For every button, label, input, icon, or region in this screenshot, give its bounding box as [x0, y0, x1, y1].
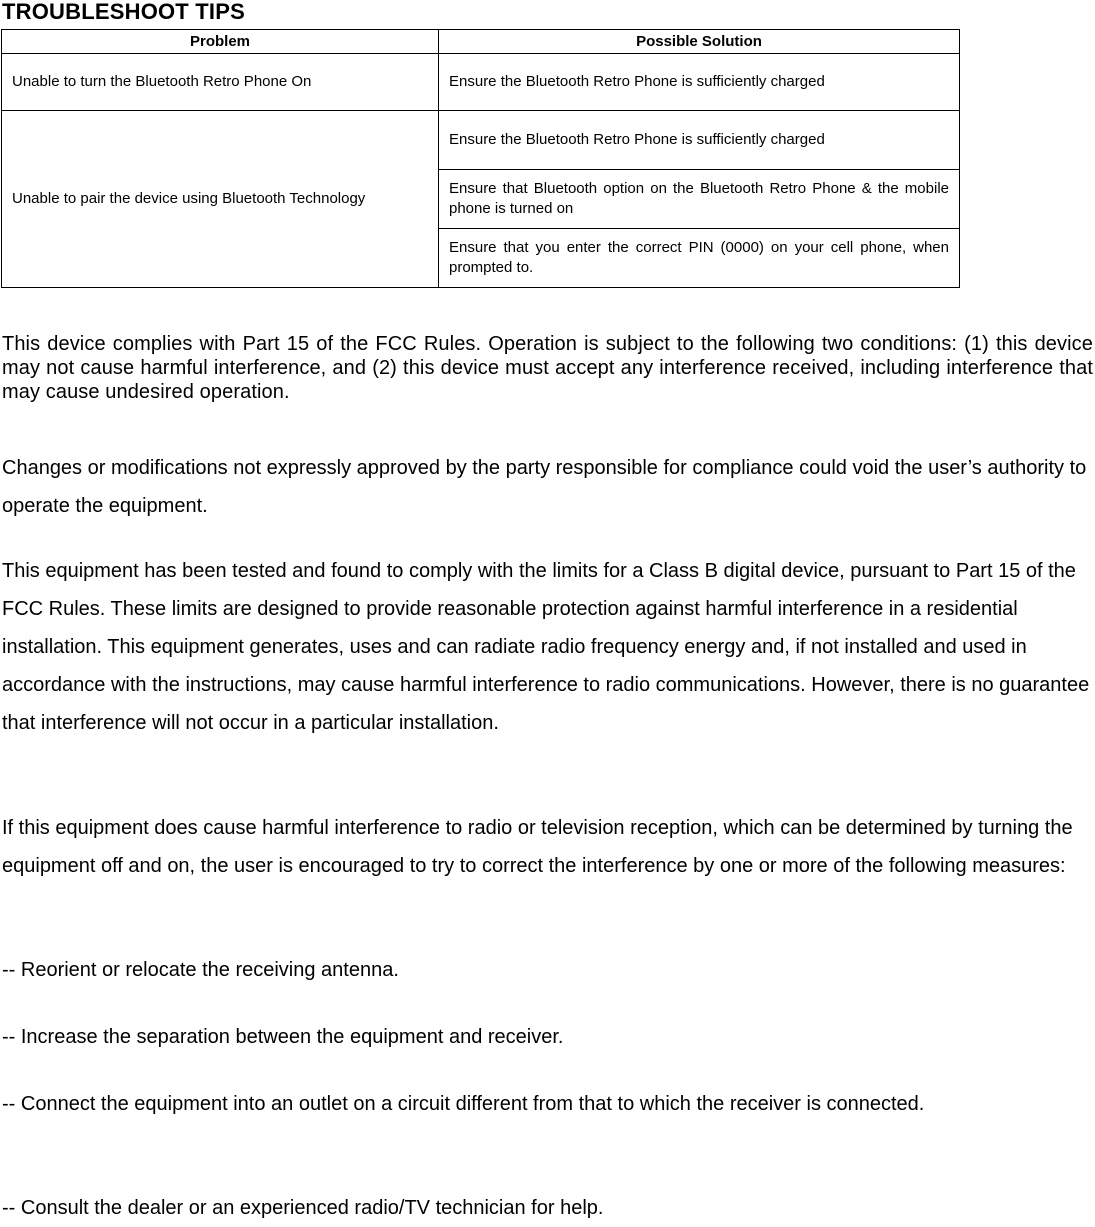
- class-b-statement-paragraph: This equipment has been tested and found to comply with the limits for a Class B digital device, pursuant to Part 15 of the FCC Rules. These limits are designed to provide reasonable protection against harmful interference in a residential installation. This equipment generates, uses and can radiate radio frequency energy and, if not installed and used in accordance with the instructions, may cause harmful interference to radio communications. However, there is no guarantee that interference will not occur in a particular installation.: [2, 560, 1090, 734]
- fcc-compliance-paragraph: This device complies with Part 15 of the FCC Rules. Operation is subject to the following two conditions: (1) this device may not cause harmful interference, and (2) this device must accept any interference received, including interference that may cause undesired operation.: [2, 333, 1093, 403]
- solution-cell: Ensure the Bluetooth Retro Phone is sufficiently charged: [439, 111, 960, 170]
- table-row: [2, 54, 960, 111]
- problem-cell: Unable to pair the device using Bluetooth Technology: [2, 111, 439, 288]
- header-possible-solution: Possible Solution: [439, 30, 960, 54]
- solution-cell: Ensure that you enter the correct PIN (0000) on your cell phone, when prompted to.: [439, 229, 960, 288]
- measure-item: -- Consult the dealer or an experienced radio/TV technician for help.: [2, 1197, 604, 1219]
- measure-item: -- Increase the separation between the equipment and receiver.: [2, 1026, 564, 1048]
- measure-item: -- Connect the equipment into an outlet on a circuit different from that to which the receiver is connected.: [2, 1093, 925, 1115]
- troubleshoot-table: [1, 29, 960, 288]
- table-header-row: [2, 30, 960, 54]
- interference-intro-paragraph: If this equipment does cause harmful interference to radio or television reception, which can be determined by turning the equipment off and on, the user is encouraged to try to correct the interference by one or more of the following measures:: [2, 817, 1073, 877]
- page-title: TROUBLESHOOT TIPS: [2, 0, 245, 24]
- problem-cell: Unable to turn the Bluetooth Retro Phone On: [2, 54, 439, 111]
- header-problem: Problem: [2, 30, 439, 54]
- table-row: [2, 111, 960, 170]
- measure-item: -- Reorient or relocate the receiving antenna.: [2, 959, 399, 981]
- changes-warning-paragraph: Changes or modifications not expressly approved by the party responsible for compliance could void the user’s authority to operate the equipment.: [2, 457, 1087, 517]
- solution-cell: Ensure that Bluetooth option on the Bluetooth Retro Phone & the mobile phone is turned on: [439, 170, 960, 229]
- solution-cell: Ensure the Bluetooth Retro Phone is sufficiently charged: [439, 54, 960, 111]
